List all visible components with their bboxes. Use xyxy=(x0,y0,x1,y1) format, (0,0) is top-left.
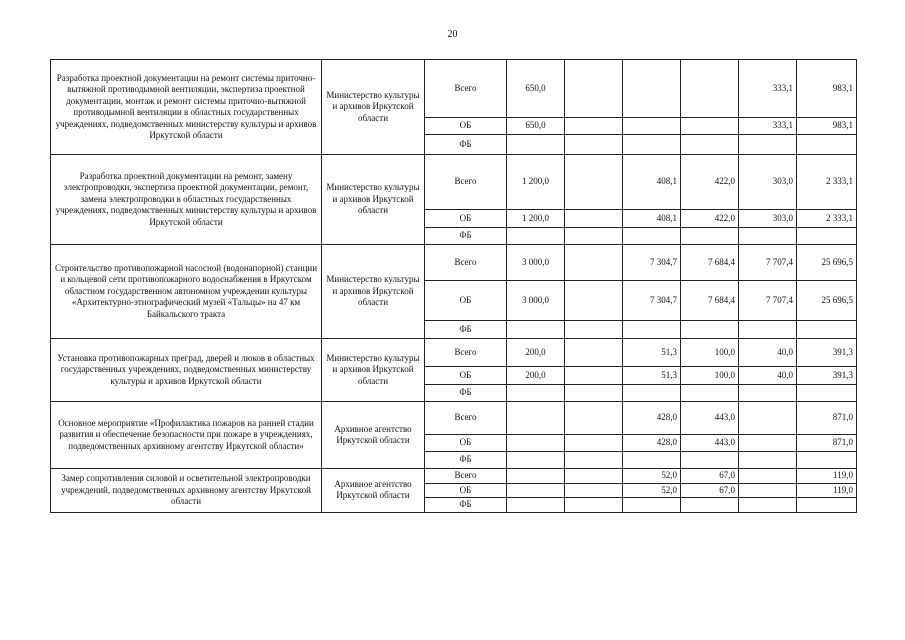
amount-cell: 650,0 xyxy=(507,60,565,118)
funding-source: ОБ xyxy=(425,118,507,135)
amount-cell: 7 304,7 xyxy=(623,281,681,321)
funding-source: ФБ xyxy=(425,385,507,402)
amount-cell: 1 200,0 xyxy=(507,155,565,210)
table-body xyxy=(51,60,857,513)
amount-cell xyxy=(565,469,623,484)
amount-cell xyxy=(507,469,565,484)
amount-cell xyxy=(507,228,565,245)
amount-cell xyxy=(507,321,565,339)
amount-cell xyxy=(565,385,623,402)
amount-cell xyxy=(623,321,681,339)
amount-cell xyxy=(739,498,797,513)
amount-cell: 3 000,0 xyxy=(507,281,565,321)
amount-cell xyxy=(739,135,797,155)
amount-cell xyxy=(681,228,739,245)
amount-cell: 7 684,4 xyxy=(681,281,739,321)
amount-cell xyxy=(739,469,797,484)
amount-cell xyxy=(623,118,681,135)
amount-cell xyxy=(565,339,623,367)
amount-cell: 52,0 xyxy=(623,469,681,484)
amount-cell xyxy=(797,452,857,469)
funding-source: ФБ xyxy=(425,452,507,469)
funding-source: Всего xyxy=(425,245,507,281)
amount-cell: 51,3 xyxy=(623,367,681,385)
amount-cell xyxy=(623,60,681,118)
amount-cell xyxy=(739,228,797,245)
amount-cell xyxy=(565,228,623,245)
amount-cell: 408,1 xyxy=(623,210,681,228)
amount-cell: 7 684,4 xyxy=(681,245,739,281)
amount-cell: 200,0 xyxy=(507,339,565,367)
amount-cell: 200,0 xyxy=(507,367,565,385)
amount-cell xyxy=(797,498,857,513)
amount-cell: 1 200,0 xyxy=(507,210,565,228)
funding-source: Всего xyxy=(425,402,507,435)
amount-cell xyxy=(739,452,797,469)
amount-cell: 67,0 xyxy=(681,469,739,484)
amount-cell xyxy=(565,483,623,498)
amount-cell xyxy=(681,321,739,339)
funding-source: ФБ xyxy=(425,498,507,513)
amount-cell: 40,0 xyxy=(739,367,797,385)
amount-cell: 303,0 xyxy=(739,155,797,210)
page-number: 20 xyxy=(447,29,458,40)
executor: Архивное агентство Иркутской области xyxy=(322,402,425,469)
amount-cell xyxy=(565,498,623,513)
amount-cell xyxy=(565,135,623,155)
amount-cell xyxy=(681,498,739,513)
executor: Министерство культуры и архивов Иркутской области xyxy=(322,60,425,155)
amount-cell: 443,0 xyxy=(681,402,739,435)
amount-cell: 7 304,7 xyxy=(623,245,681,281)
funding-source: ОБ xyxy=(425,483,507,498)
amount-cell: 51,3 xyxy=(623,339,681,367)
amount-cell: 119,0 xyxy=(797,483,857,498)
amount-cell xyxy=(507,435,565,452)
amount-cell: 3 000,0 xyxy=(507,245,565,281)
amount-cell xyxy=(739,402,797,435)
measure-name: Разработка проектной документации на ремонт, замену электропроводки, экспертиза проектной документации, ремонт, замена электропроводки в областных государственных учреждениях, подведомственных министерству культуры и архивов Иркутской области xyxy=(51,155,322,245)
funding-source: ОБ xyxy=(425,435,507,452)
amount-cell xyxy=(681,118,739,135)
table-row xyxy=(51,469,857,484)
amount-cell xyxy=(681,385,739,402)
table-row xyxy=(51,339,857,367)
amount-cell xyxy=(623,498,681,513)
amount-cell: 25 696,5 xyxy=(797,245,857,281)
measure-name: Установка противопожарных преград, дверей и люков в областных государственных учреждениях, подведомственных министерству культуры и архивов Иркутской области xyxy=(51,339,322,402)
measure-name: Замер сопротивления силовой и осветительной электропроводки учреждений, подведомственных архивному агентству Иркутской области xyxy=(51,469,322,513)
amount-cell xyxy=(797,135,857,155)
amount-cell xyxy=(565,281,623,321)
amount-cell: 67,0 xyxy=(681,483,739,498)
amount-cell xyxy=(565,321,623,339)
amount-cell xyxy=(565,155,623,210)
amount-cell xyxy=(507,135,565,155)
amount-cell: 443,0 xyxy=(681,435,739,452)
amount-cell: 2 333,1 xyxy=(797,210,857,228)
funding-source: Всего xyxy=(425,469,507,484)
amount-cell xyxy=(507,402,565,435)
amount-cell xyxy=(565,452,623,469)
amount-cell: 333,1 xyxy=(739,118,797,135)
amount-cell: 7 707,4 xyxy=(739,245,797,281)
funding-source: ОБ xyxy=(425,281,507,321)
table-row xyxy=(51,402,857,435)
amount-cell xyxy=(507,483,565,498)
table-row xyxy=(51,155,857,210)
amount-cell xyxy=(623,452,681,469)
amount-cell xyxy=(623,385,681,402)
amount-cell: 100,0 xyxy=(681,367,739,385)
amount-cell: 303,0 xyxy=(739,210,797,228)
amount-cell: 40,0 xyxy=(739,339,797,367)
amount-cell xyxy=(565,118,623,135)
amount-cell xyxy=(739,435,797,452)
amount-cell xyxy=(739,321,797,339)
funding-source: ОБ xyxy=(425,210,507,228)
amount-cell xyxy=(565,402,623,435)
amount-cell xyxy=(739,483,797,498)
amount-cell xyxy=(565,367,623,385)
amount-cell xyxy=(623,228,681,245)
amount-cell: 871,0 xyxy=(797,402,857,435)
funding-source: Всего xyxy=(425,155,507,210)
budget-table xyxy=(50,59,857,513)
amount-cell: 422,0 xyxy=(681,155,739,210)
funding-source: ФБ xyxy=(425,135,507,155)
amount-cell: 422,0 xyxy=(681,210,739,228)
amount-cell xyxy=(739,385,797,402)
amount-cell: 408,1 xyxy=(623,155,681,210)
amount-cell xyxy=(681,135,739,155)
table-row xyxy=(51,245,857,281)
amount-cell: 391,3 xyxy=(797,367,857,385)
amount-cell: 428,0 xyxy=(623,435,681,452)
amount-cell xyxy=(507,385,565,402)
executor: Министерство культуры и архивов Иркутской области xyxy=(322,339,425,402)
amount-cell: 119,0 xyxy=(797,469,857,484)
amount-cell: 391,3 xyxy=(797,339,857,367)
amount-cell xyxy=(681,452,739,469)
table-row xyxy=(51,60,857,118)
amount-cell: 983,1 xyxy=(797,60,857,118)
amount-cell: 52,0 xyxy=(623,483,681,498)
amount-cell: 25 696,5 xyxy=(797,281,857,321)
amount-cell: 7 707,4 xyxy=(739,281,797,321)
funding-source: ФБ xyxy=(425,321,507,339)
amount-cell xyxy=(507,498,565,513)
amount-cell xyxy=(797,321,857,339)
executor: Министерство культуры и архивов Иркутской области xyxy=(322,245,425,339)
amount-cell xyxy=(565,60,623,118)
amount-cell: 2 333,1 xyxy=(797,155,857,210)
funding-source: ОБ xyxy=(425,367,507,385)
amount-cell xyxy=(565,435,623,452)
amount-cell xyxy=(565,210,623,228)
amount-cell: 871,0 xyxy=(797,435,857,452)
amount-cell: 333,1 xyxy=(739,60,797,118)
amount-cell: 650,0 xyxy=(507,118,565,135)
funding-source: ФБ xyxy=(425,228,507,245)
funding-source: Всего xyxy=(425,339,507,367)
funding-source: Всего xyxy=(425,60,507,118)
amount-cell: 428,0 xyxy=(623,402,681,435)
executor: Архивное агентство Иркутской области xyxy=(322,469,425,513)
amount-cell xyxy=(507,452,565,469)
amount-cell xyxy=(565,245,623,281)
amount-cell xyxy=(797,385,857,402)
amount-cell xyxy=(623,135,681,155)
measure-name: Разработка проектной документации на ремонт системы приточно-вытяжной противодымной вентиляции, экспертиза проектной документации, монтаж и ремонт системы приточно-вытяжной противодымной вентиляции в областных государственных учреждениях, подведомственных министерству культуры и архивов Иркутской области xyxy=(51,60,322,155)
amount-cell: 983,1 xyxy=(797,118,857,135)
amount-cell: 100,0 xyxy=(681,339,739,367)
executor: Министерство культуры и архивов Иркутской области xyxy=(322,155,425,245)
amount-cell xyxy=(681,60,739,118)
amount-cell xyxy=(797,228,857,245)
measure-name: Основное мероприятие «Профилактика пожаров на ранней стадии развития и обеспечение безопасности при пожаре в учреждениях, подведомственных архивному агентству Иркутской области» xyxy=(51,402,322,469)
measure-name: Строительство противопожарной насосной (водонапорной) станции и кольцевой сети противопожарного водоснабжения в Иркутском областном государственном автономном учреждении культуры «Архитектурно-этнографический музей «Тальцы» на 47 км Байкальского тракта xyxy=(51,245,322,339)
